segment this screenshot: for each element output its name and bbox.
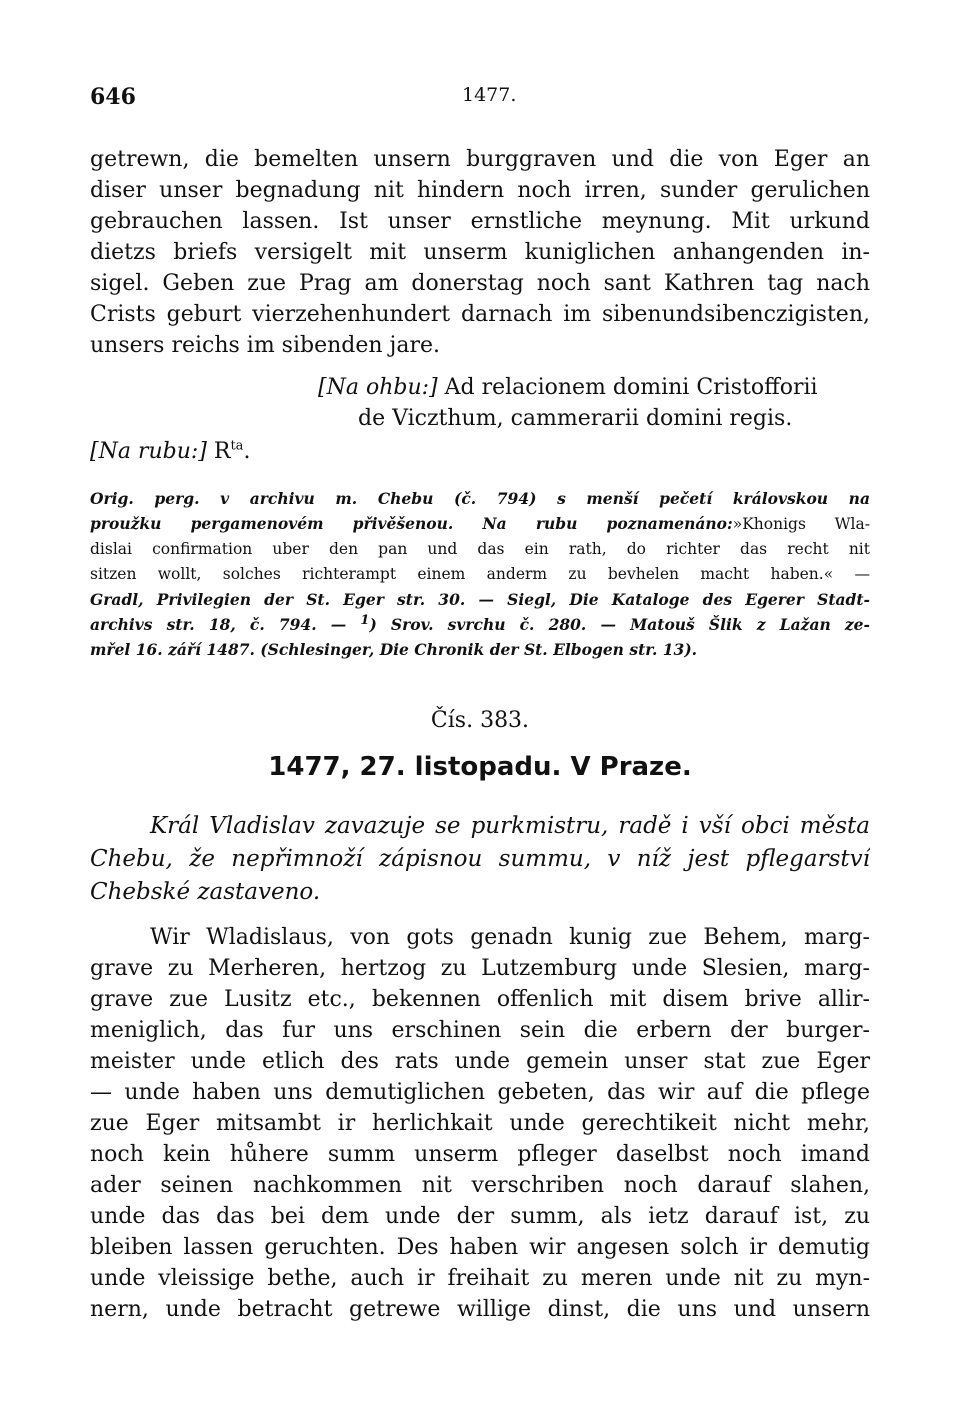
- rubu-text: R: [213, 439, 231, 464]
- relacio-line: de Viczthum, cammerarii domini regis.: [358, 406, 793, 431]
- note-roman: »Khonigs Wla-: [732, 515, 870, 533]
- note-line: [90, 612, 870, 637]
- note-italic: archivs str. 18, č. 794. —: [90, 615, 347, 634]
- ohbu-label: [Na ohbu:]: [318, 375, 438, 400]
- document-date-heading: 1477, 27. listopadu. V Praze.: [268, 752, 692, 782]
- note-line: [90, 511, 870, 537]
- paragraph-closing-text: [90, 144, 870, 361]
- text-line: grave zue Lusitz etc., bekennen offenlich mit disem brive allir-: [90, 987, 870, 1012]
- rubu-line: [90, 436, 870, 467]
- page-number: 646: [90, 84, 136, 110]
- text-line: meister unde etlich des rats unde gemein unser stat zue Eger: [90, 1049, 870, 1074]
- text-line: noch kein hůhere summ unserm pfleger daselbst noch imand: [90, 1142, 870, 1167]
- text-line: Crists geburt vierzehenhundert darnach im sibenundsibenczigisten,: [90, 302, 870, 327]
- text-line: nern, unde betracht getrewe willige dinst, die uns und unsern: [90, 1297, 870, 1322]
- charter-text: [90, 922, 870, 1325]
- text-line: zue Eger mitsambt ir herlichkait unde gerechtikeit nicht mehr,: [90, 1111, 870, 1136]
- text-line: unsers reichs im sibenden jare.: [90, 333, 441, 358]
- note-line: Orig. perg. v archivu m. Chebu (č. 794) s menší pečetí královskou na: [90, 489, 870, 508]
- text-line: ader seinen nachkommen nit verschriben noch darauf slahen,: [90, 1173, 870, 1198]
- rubu-label: [Na rubu:]: [90, 439, 207, 464]
- relacio-line: [318, 372, 878, 403]
- regest-line: Chebské zastaveno.: [90, 879, 321, 905]
- text-line: Wir Wladislaus, von gots genadn kunig zue Behem, marg-: [150, 925, 870, 950]
- rubu-note: [90, 436, 870, 467]
- text-line: unde vleissige bethe, auch ir freihait zu meren unde nit zu myn-: [90, 1266, 870, 1291]
- text-line: dietzs briefs versigelt mit unserm kuniglichen anhangenden in-: [90, 240, 870, 265]
- relacio-text: Ad relacionem domini Cristofforii: [444, 375, 818, 400]
- text-line: diser unser begnadung nit hindern noch irren, sunder gerulichen: [90, 178, 870, 203]
- document-number: Čís. 383.: [430, 708, 530, 733]
- rubu-end: .: [243, 439, 251, 464]
- text-line: getrewn, die bemelten unsern burggraven und die von Eger an: [90, 147, 870, 172]
- footnote-marker: 1: [360, 612, 370, 628]
- source-notes: [90, 486, 870, 662]
- note-line: Gradl, Privilegien der St. Eger str. 30. — Siegl, Die Kataloge des Egerer Stadt-: [90, 590, 870, 609]
- text-line: unde das das bei dem unde der summ, als ietz darauf ist, zu: [90, 1204, 870, 1229]
- note-line: mřel 16. září 1487. (Schlesinger, Die Chronik der St. Elbogen str. 13).: [90, 640, 698, 659]
- relacio-note: [318, 372, 878, 434]
- regest-line: Chebu, že nepřimnoží zápisnou summu, v níž jest pflegarství: [90, 846, 870, 872]
- text-line: grave zu Merheren, hertzog zu Lutzemburg unde Slesien, marg-: [90, 956, 870, 981]
- text-line: — unde haben uns demutiglichen gebeten, das wir auf die pflege: [90, 1080, 870, 1105]
- text-line: gebrauchen lassen. Ist unser ernstliche meynung. Mit urkund: [90, 209, 870, 234]
- regest-summary: [90, 810, 870, 909]
- text-line: meniglich, das fur uns erschinen sein die erbern der burger-: [90, 1018, 870, 1043]
- text-line: sigel. Geben zue Prag am donerstag noch sant Kathren tag nach: [90, 271, 870, 296]
- note-italic: proužku pergamenovém přivěšenou. Na rubu poznamenáno:: [90, 514, 733, 533]
- note-line: dislai confirmation uber den pan und das ein rath, do richter das recht nit: [90, 540, 870, 558]
- rubu-sup: ta: [230, 438, 244, 454]
- note-line: sitzen wollt, solches richterampt einem anderm zu bevhelen macht haben.« —: [90, 565, 870, 583]
- regest-line: Král Vladislav zavazuje se purkmistru, radě i vší obci města: [150, 813, 870, 839]
- running-head-year: 1477.: [462, 84, 517, 106]
- text-line: bleiben lassen geruchten. Des haben wir angesen solch ir demutig: [90, 1235, 870, 1260]
- note-italic: ) Srov. svrchu č. 280. — Matouš Šlik z Lažan ze-: [369, 615, 870, 634]
